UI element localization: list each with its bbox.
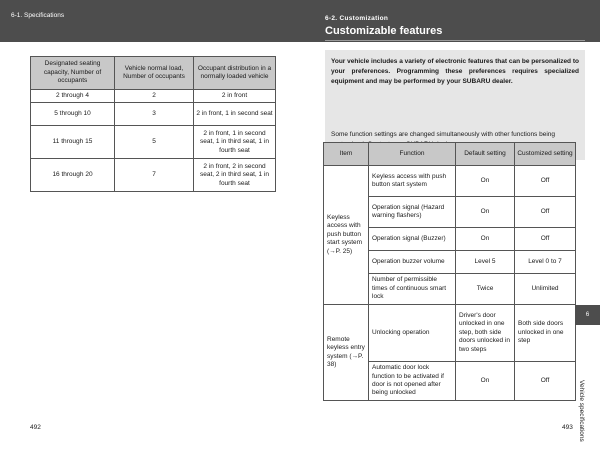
default-cell: Twice: [456, 274, 515, 305]
default-cell: On: [456, 197, 515, 228]
column-header: Designated seating capacity, Number of occupants: [31, 57, 115, 90]
chapter-tab: 6: [575, 305, 600, 325]
table-header-row: [31, 57, 276, 90]
function-cell: Automatic door lock function to be activated if door is not opened after being unlocked: [369, 362, 456, 401]
custom-cell: Off: [515, 166, 576, 197]
function-cell: Keyless access with push button start system: [369, 166, 456, 197]
right-section-number: 6-2. Customization: [325, 15, 389, 22]
intro-plain-text: Some function settings are changed simultaneously with other functions being: [331, 131, 556, 138]
function-cell: Operation signal (Hazard warning flashers): [369, 197, 456, 228]
table-cell: 7: [115, 159, 194, 192]
table-cell: 2 in front, 1 in second seat, 1 in third seat, 1 in fourth seat: [194, 126, 276, 159]
table-cell: 5 through 10: [31, 103, 115, 126]
function-cell: Operation buzzer volume: [369, 251, 456, 274]
right-page-title: Customizable features: [325, 25, 443, 37]
default-cell: Driver's door unlocked in one step, both side doors unlocked in two steps: [456, 305, 515, 362]
item-cell: Remote keyless entry system (→P. 38): [324, 305, 369, 401]
title-underline: [325, 40, 585, 41]
table-row: [31, 90, 276, 103]
column-header: Occupant distribution in a normally loaded vehicle: [194, 57, 276, 90]
chapter-label: Vehicle specifications: [578, 380, 585, 442]
custom-cell: Off: [515, 362, 576, 401]
column-header: Vehicle normal load, Number of occupants: [115, 57, 194, 90]
column-header: Customized setting: [515, 143, 576, 166]
custom-cell: Both side doors unlocked in one step: [515, 305, 576, 362]
item-cell: Keyless access with push button start system (→P. 25): [324, 166, 369, 305]
table-row: [31, 126, 276, 159]
table-header-row: [324, 143, 576, 166]
page-number-right: 493: [562, 424, 573, 431]
left-section-title: 6-1. Specifications: [11, 12, 65, 19]
function-cell: Number of permissible times of continuous smart lock: [369, 274, 456, 305]
column-header: Item: [324, 143, 369, 166]
table-cell: 2 in front: [194, 90, 276, 103]
table-cell: 2 through 4: [31, 90, 115, 103]
table-row: [31, 103, 276, 126]
features-table: [323, 142, 576, 401]
default-cell: Level 5: [456, 251, 515, 274]
table-row: [31, 159, 276, 192]
table-row: [324, 166, 576, 197]
column-header: Function: [369, 143, 456, 166]
occupancy-table: [30, 56, 276, 192]
table-cell: 3: [115, 103, 194, 126]
custom-cell: Level 0 to 7: [515, 251, 576, 274]
table-cell: 5: [115, 126, 194, 159]
custom-cell: Off: [515, 228, 576, 251]
table-cell: 16 through 20: [31, 159, 115, 192]
table-cell: 2: [115, 90, 194, 103]
page-number-left: 492: [30, 424, 41, 431]
function-cell: Operation signal (Buzzer): [369, 228, 456, 251]
default-cell: On: [456, 228, 515, 251]
custom-cell: Off: [515, 197, 576, 228]
table-row: [324, 305, 576, 362]
column-header: Default setting: [456, 143, 515, 166]
table-cell: 2 in front, 2 in second seat, 2 in third seat, 1 in fourth seat: [194, 159, 276, 192]
function-cell: Unlocking operation: [369, 305, 456, 362]
table-cell: 2 in front, 1 in second seat: [194, 103, 276, 126]
intro-bold-text: Your vehicle includes a variety of electronic features that can be personalized to your preferences. Programming these preferences requires specialized equipment and may be performed by your SUBARU dealer.: [331, 58, 579, 85]
default-cell: On: [456, 362, 515, 401]
table-cell: 11 through 15: [31, 126, 115, 159]
page-header: [0, 0, 600, 42]
default-cell: On: [456, 166, 515, 197]
custom-cell: Unlimited: [515, 274, 576, 305]
